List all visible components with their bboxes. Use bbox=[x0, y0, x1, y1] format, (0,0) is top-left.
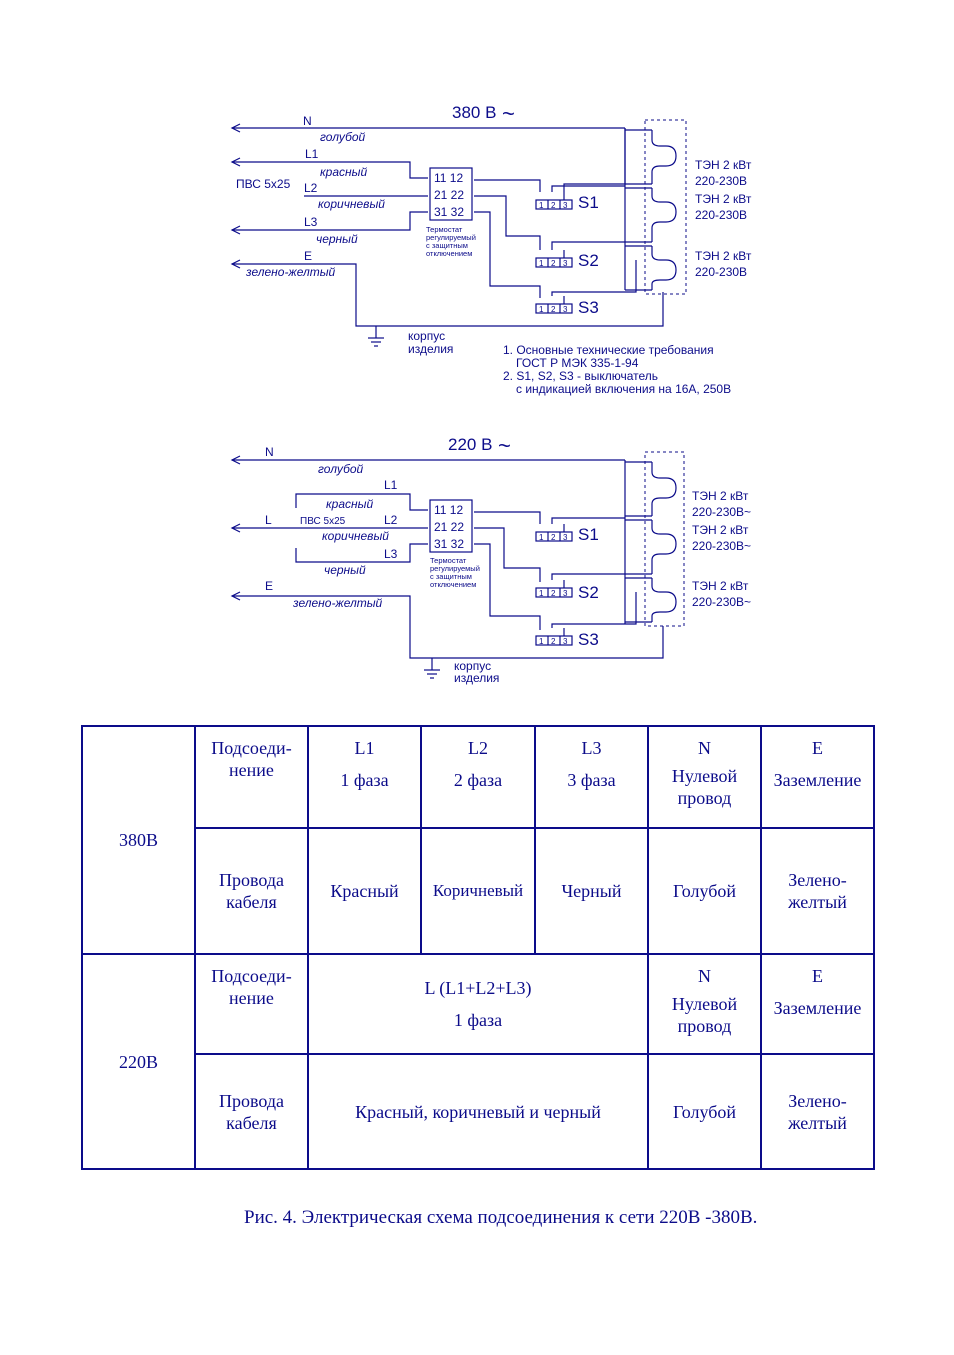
cable-label: ПВС 5х25 bbox=[300, 516, 346, 527]
note-2: 2. S1, S2, S3 - выключатель bbox=[503, 369, 659, 383]
wire-l-label: L bbox=[265, 513, 272, 527]
wire-l2-label: L2 bbox=[384, 513, 398, 527]
heater-3-name: ТЭН 2 кВт bbox=[695, 249, 752, 263]
tilde-380: ~ bbox=[502, 101, 515, 126]
switch-s2-pin2: 2 bbox=[551, 259, 556, 268]
wire-e-color: зелено-желтый bbox=[293, 596, 383, 610]
switch-s3-label: S3 bbox=[578, 630, 599, 649]
wire-t12-s1 bbox=[474, 512, 540, 524]
wires-header: Провода кабеля bbox=[195, 828, 308, 954]
thermostat-label-1: Термостат bbox=[430, 556, 467, 565]
wire-l1-color: красный bbox=[320, 165, 368, 179]
e-color: Зелено- желтый bbox=[761, 828, 874, 954]
switch-s2-label: S2 bbox=[578, 583, 599, 602]
switch-s1-pin1: 1 bbox=[539, 201, 544, 210]
note-1b: ГОСТ Р МЭК 335-1-94 bbox=[516, 356, 639, 370]
ground-label-2: изделия bbox=[408, 342, 454, 356]
wire-t12-s1 bbox=[474, 180, 540, 192]
figure-caption: Рис. 4. Электрическая схема подсоединения к сети 220В -380В. bbox=[244, 1207, 758, 1228]
heater-1-volt: 220-230В bbox=[695, 174, 748, 188]
table-row bbox=[82, 828, 874, 954]
heater-2-volt: 220-230В~ bbox=[692, 539, 752, 553]
wire-l3 bbox=[232, 212, 428, 230]
voltage-title-380: 380 В bbox=[452, 103, 497, 122]
heater-3-name: ТЭН 2 кВт bbox=[692, 579, 749, 593]
heater-2-volt: 220-230В bbox=[695, 208, 748, 222]
heater-1 bbox=[625, 130, 676, 184]
voltage-title-220: 220 В bbox=[448, 435, 493, 454]
switch-s3-pin3: 3 bbox=[563, 637, 568, 646]
e-cell: E Заземление bbox=[761, 954, 874, 1054]
switch-s1-pin1: 1 bbox=[539, 533, 544, 542]
switch-s2-pin3: 3 bbox=[563, 589, 568, 598]
ground-label-2: изделия bbox=[454, 671, 500, 685]
switch-s3-pin2: 2 bbox=[551, 637, 556, 646]
heater-1-name: ТЭН 2 кВт bbox=[692, 489, 749, 503]
connection-header: Подсоеди- нение bbox=[195, 954, 308, 1054]
n-cell: N Нулевой провод bbox=[648, 954, 761, 1054]
wire-e-color: зелено-желтый bbox=[246, 265, 336, 279]
switch-s1-pin3: 3 bbox=[563, 533, 568, 542]
note-1: 1. Основные технические требования bbox=[503, 343, 714, 357]
connection-table bbox=[81, 725, 875, 1170]
wire-l3-color: черный bbox=[316, 232, 358, 246]
wire-l2-label: L2 bbox=[304, 181, 318, 195]
wire-e-label: E bbox=[304, 249, 313, 263]
wire-n-color: голубой bbox=[318, 462, 364, 476]
heater-2-name: ТЭН 2 кВт bbox=[695, 192, 752, 206]
cable-label: ПВС 5х25 bbox=[236, 177, 291, 191]
wire-t32-s3 bbox=[474, 544, 540, 630]
switch-common-280 bbox=[564, 128, 625, 192]
n-color: Голубой bbox=[648, 828, 761, 954]
wire-l1-label: L1 bbox=[305, 147, 319, 161]
switch-s3-pin1: 1 bbox=[539, 305, 544, 314]
l3-cell: L3 3 фаза bbox=[535, 726, 648, 828]
thermostat-label-3: с защитным bbox=[430, 572, 472, 581]
wire-l3 bbox=[296, 544, 428, 562]
wire-n-label: N bbox=[303, 114, 312, 128]
l-combined-cell: L (L1+L2+L3) 1 фаза bbox=[308, 954, 648, 1054]
thermostat-label-3: с защитным bbox=[426, 241, 468, 250]
thermostat-row2: 21 22 bbox=[434, 520, 465, 534]
thermostat-label-1: Термостат bbox=[426, 225, 463, 234]
ground-label-1: корпус bbox=[454, 659, 492, 673]
heater-3-volt: 220-230В bbox=[695, 265, 748, 279]
switch-s1-pin3: 3 bbox=[563, 201, 568, 210]
table-row bbox=[82, 1054, 874, 1169]
voltage-cell-220: 220В bbox=[82, 954, 195, 1169]
heater-3 bbox=[625, 578, 676, 622]
thermostat-row3: 31 32 bbox=[434, 205, 465, 219]
switch-s3-pin2: 2 bbox=[551, 305, 556, 314]
wire-n-color: голубой bbox=[320, 130, 366, 144]
switch-s1-pin2: 2 bbox=[551, 533, 556, 542]
heater-2 bbox=[625, 188, 676, 242]
thermostat-label-2: регулируемый bbox=[426, 233, 476, 242]
thermostat-row2: 21 22 bbox=[434, 188, 465, 202]
switch-s1-label: S1 bbox=[578, 193, 599, 212]
schema-220v bbox=[0, 420, 954, 700]
switch-s3-label: S3 bbox=[578, 298, 599, 317]
wire-l2-color: коричневый bbox=[322, 529, 389, 543]
thermostat-label-2: регулируемый bbox=[430, 564, 480, 573]
switch-s3-pin1: 1 bbox=[539, 637, 544, 646]
heater-1-volt: 220-230В~ bbox=[692, 505, 752, 519]
switch-s3-pin3: 3 bbox=[563, 305, 568, 314]
n-cell: N Нулевой провод bbox=[648, 726, 761, 828]
schema-380v bbox=[0, 0, 954, 420]
wire-l3-label: L3 bbox=[304, 215, 318, 229]
switch-s2-pin1: 1 bbox=[539, 259, 544, 268]
thermostat-label-4: отключением bbox=[430, 580, 477, 589]
wire-t22-s2 bbox=[474, 528, 540, 582]
switch-s1-pin2: 2 bbox=[551, 201, 556, 210]
thermostat-row1: 11 12 bbox=[434, 171, 464, 185]
wire-l1-label: L1 bbox=[384, 478, 398, 492]
l2-color: Коричневый bbox=[421, 828, 535, 954]
wire-t22-s2 bbox=[474, 196, 540, 250]
switch-s2-pin2: 2 bbox=[551, 589, 556, 598]
heater-3-volt: 220-230В~ bbox=[692, 595, 752, 609]
wire-t32-s3 bbox=[474, 212, 540, 298]
l-colors-cell: Красный, коричневый и черный bbox=[308, 1054, 648, 1169]
thermostat-row1: 11 12 bbox=[434, 503, 464, 517]
heater-1 bbox=[625, 462, 676, 516]
switch-s2-pin1: 1 bbox=[539, 589, 544, 598]
heater-2-name: ТЭН 2 кВт bbox=[692, 523, 749, 537]
thermostat-row3: 31 32 bbox=[434, 537, 465, 551]
table-row bbox=[82, 726, 874, 828]
ground-symbol-380 bbox=[368, 326, 384, 346]
heater-2 bbox=[625, 520, 676, 574]
wire-e-label: E bbox=[265, 579, 274, 593]
l3-color: Черный bbox=[535, 828, 648, 954]
ground-symbol-220 bbox=[424, 658, 440, 678]
l1-color: Красный bbox=[308, 828, 421, 954]
voltage-cell-380: 380В bbox=[82, 726, 195, 954]
thermostat-label-4: отключением bbox=[426, 249, 473, 258]
wire-l3-color: черный bbox=[324, 563, 366, 577]
n-color: Голубой bbox=[648, 1054, 761, 1169]
l1-cell: L1 1 фаза bbox=[308, 726, 421, 828]
switch-s1-label: S1 bbox=[578, 525, 599, 544]
wire-n-label: N bbox=[265, 445, 274, 459]
wire-l2-color: коричневый bbox=[318, 197, 385, 211]
wire-l3-label: L3 bbox=[384, 547, 398, 561]
e-color: Зелено- желтый bbox=[761, 1054, 874, 1169]
heater-3 bbox=[625, 246, 676, 290]
tilde-220: ~ bbox=[498, 433, 511, 458]
wires-header: Провода кабеля bbox=[195, 1054, 308, 1169]
l2-cell: L2 2 фаза bbox=[421, 726, 535, 828]
note-2b: с индикацией включения на 16А, 250В bbox=[516, 382, 732, 396]
table-row bbox=[82, 954, 874, 1054]
heater-1-name: ТЭН 2 кВт bbox=[695, 158, 752, 172]
connection-header: Подсоеди- нение bbox=[195, 726, 308, 828]
ground-label-1: корпус bbox=[408, 329, 446, 343]
switch-s2-pin3: 3 bbox=[563, 259, 568, 268]
e-cell: E Заземление bbox=[761, 726, 874, 828]
wire-l1-color: красный bbox=[326, 497, 374, 511]
switch-s2-label: S2 bbox=[578, 251, 599, 270]
